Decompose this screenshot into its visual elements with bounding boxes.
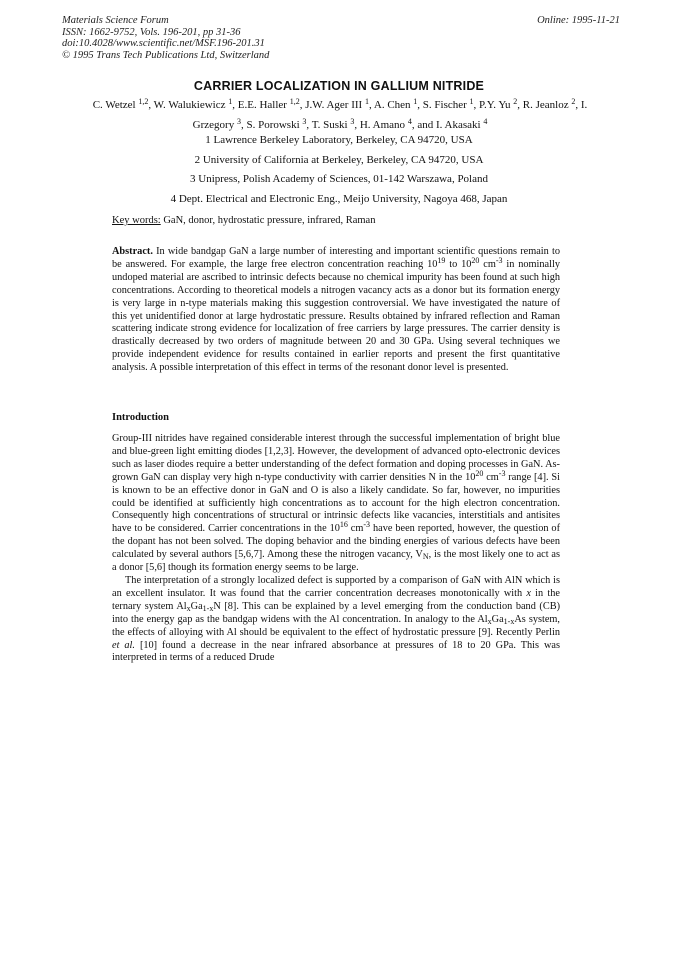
author-name: E.E. Haller — [237, 99, 287, 111]
subscript: 1-x — [503, 616, 515, 626]
affiliation-text: Dept. Electrical and Electronic Eng., Meijo University, Nagoya 468, Japan — [178, 192, 508, 205]
abstract — [112, 246, 560, 375]
affiliation-line — [0, 151, 678, 171]
subscript: N — [422, 552, 429, 562]
section-heading-introduction: Introduction — [112, 412, 169, 423]
author-name: H. Amano — [359, 118, 406, 131]
affiliation-number: 2 — [194, 153, 201, 166]
author-affiliation-mark: 1 — [364, 97, 369, 106]
italic-run: et al. — [112, 639, 135, 651]
author-name: S. Porowski — [246, 118, 300, 131]
author-name: R. Jeanloz — [522, 99, 569, 111]
superscript: -3 — [363, 520, 371, 530]
author-name: T. Suski — [311, 118, 348, 131]
affiliation-text: University of California at Berkeley, Berkeley, CA 94720, USA — [202, 153, 484, 166]
introduction-body — [112, 433, 560, 665]
superscript: 20 — [471, 255, 480, 265]
text-run: cm — [483, 471, 499, 483]
author-affiliation-mark: 1 — [469, 97, 474, 106]
subscript: x — [487, 616, 492, 626]
keywords — [112, 215, 375, 226]
author-name: A. Chen — [373, 99, 411, 111]
affiliation-number: 3 — [190, 173, 196, 185]
text-run: in nominally undoped material are ascribed to intrinsic defects because no chemical impurity has been found at such high concentrations. According to theoretical models a nitrogen vacancy acts as a donor but its formation energy is very large in n-type materials making this suggestion controversial. We have investigated the nature of this yet unidentified donor at large hydrostatic pressure. Results obtained by infrared reflection and Raman scattering indicate strong evidence for localization of free carriers by large pressures. The carrier density is drastically decreased by two orders of magnitude between 20 and 30 GPa. Using several techniques we provide independent evidence for results contained in earlier reports and present the first quantitative analysis. A possible interpretation of this effect in terms of the resonant donor level is presented. — [112, 258, 560, 374]
issn-line: ISSN: 1662-9752, Vols. 196-201, pp 31-36 — [62, 26, 241, 38]
affiliation-line — [0, 190, 678, 210]
author-affiliation-mark: 2 — [571, 97, 576, 106]
online-date: Online: 1995-11-21 — [537, 15, 620, 26]
affiliation-number: 4 — [170, 192, 177, 205]
text-run: have been reported, however, the question of the dopant has not been solved. The doping behavior and the binding energies of various defects have been calculated by several authors [5,6,7]. Among these the nitrogen vacancy, V — [112, 523, 560, 561]
superscript: 19 — [437, 255, 446, 265]
text-run: As system, the effects of alloying with Al should be equivalent to the effect of hydrostatic pressure [9]. Recently Perlin — [112, 613, 560, 638]
author-name: C. Wetzel — [92, 99, 136, 111]
author-affiliation-mark: 4 — [407, 116, 412, 126]
abstract-label: Abstract. — [112, 246, 153, 257]
affiliation-line — [0, 170, 678, 190]
author-name: W. Walukiewicz — [153, 99, 226, 111]
text-run: N [8]. This can be explained by a level emerging from the conduction band (CB) into the energy gap as the bandgap widens with the Al concentration. In analogy to the Al — [112, 600, 561, 625]
keywords-text: GaN, donor, hydrostatic pressure, infrared, Raman — [160, 215, 376, 226]
author-name: P.Y. Yu — [479, 99, 511, 111]
author-affiliation-mark: 4 — [483, 116, 488, 126]
copyright-line: © 1995 Trans Tech Publications Ltd, Switzerland — [62, 49, 270, 61]
journal-name: Materials Science Forum — [62, 15, 169, 26]
superscript: -3 — [498, 468, 506, 478]
author-affiliation-mark: 1,2 — [289, 97, 300, 106]
italic-run: x — [526, 587, 531, 599]
text-run: cm — [479, 258, 496, 270]
affiliation-list — [0, 131, 678, 209]
text-run: range [4]. Si is known to be an effective donor in GaN and O is also a likely candidate. So far, however, no impurities could be identified at sufficiently high concentrations as to account for the high electron concentration. Consequently high concentrations of structural or intrinsic defects like vacancies, interstitials and antisites have to be considered. Carrier concentrations in the 10 — [112, 471, 561, 535]
author-affiliation-mark: 1,2 — [138, 97, 149, 106]
author-affiliation-mark: 1 — [228, 97, 233, 106]
author-affiliation-mark: 1 — [413, 97, 418, 106]
author-affiliation-mark: 3 — [302, 116, 307, 126]
superscript: 20 — [475, 468, 484, 478]
superscript: -3 — [495, 255, 503, 265]
text-run: to 10 — [445, 258, 472, 270]
doi-link[interactable]: doi:10.4028/www.scientific.net/MSF.196-201.31 — [62, 38, 265, 49]
author-name: S. Fischer — [422, 99, 467, 111]
intro-paragraph — [112, 433, 560, 575]
author-affiliation-mark: 3 — [236, 116, 241, 126]
superscript: 16 — [339, 520, 348, 530]
text-run: The interpretation of a strongly localized defect is supported by a comparison of GaN with AlN which is an excellent insulator. It was found that the carrier concentration decreases monotonically with — [112, 574, 560, 599]
affiliation-line — [0, 131, 678, 151]
affiliation-text: Unipress, Polish Academy of Sciences, 01-142 Warszawa, Poland — [198, 173, 488, 185]
text-run: cm — [347, 523, 364, 535]
subscript: x — [186, 603, 191, 613]
author-name: I. Grzegory — [192, 99, 588, 131]
author-affiliation-mark: 2 — [513, 97, 518, 106]
text-run: , is the most likely one to act as a donor [5,6] though its formation energy seems to be large. — [112, 549, 560, 574]
text-run: in the ternary system Al — [112, 587, 560, 612]
author-name: I. Akasaki — [435, 118, 481, 131]
text-run: [10] found a decrease in the near infrared absorbance at pressures of 18 to 20 GPa. This was interpreted in terms of a reduced Drude — [112, 639, 561, 664]
abstract-text — [112, 246, 560, 375]
text-run: In wide bandgap GaN a large number of interesting and important scientific questions remain to be answered. For example, the large free electron concentration reaching 10 — [112, 246, 560, 270]
subscript: 1-x — [202, 603, 214, 613]
keywords-label: Key words: — [112, 215, 161, 226]
text-run: Ga — [491, 613, 504, 625]
affiliation-text: Lawrence Berkeley Laboratory, Berkeley, CA 94720, USA — [213, 134, 473, 146]
author-list: C. Wetzel $^{1,2}$, W. Walukiewicz $^1$, E.E. Haller $^{1,2}$, J.W. Ager III $^1$, A. Chen $^1$, S. Fischer $^1$, P.Y. Yu $^2$, R. Jeanloz $^2$, I. Grzegory $^3$, S. Porowski $^3$, T. Suski $^3$, H. Amano $^4$, and I. Akasaki $^4$ — [92, 97, 588, 131]
affiliation-number: 1 — [205, 134, 211, 146]
paper-title: CARRIER LOCALIZATION IN GALLIUM NITRIDE — [193, 79, 485, 93]
journal-header — [62, 15, 269, 61]
text-run: Group-III nitrides have regained considerable interest through the successful implementation of bright blue and blue-green light emitting diodes [1,2,3]. However, the development of advanced opto-electronic devices such as laser diodes require a better understanding of the defect formation and doping processes in GaN. As-grown GaN can display very high n-type conductivity with carrier densities N in the 10 — [112, 433, 560, 483]
intro-paragraph — [112, 575, 560, 665]
author-name: J.W. Ager III — [305, 99, 363, 111]
text-run: Ga — [190, 600, 203, 612]
author-affiliation-mark: 3 — [350, 116, 355, 126]
